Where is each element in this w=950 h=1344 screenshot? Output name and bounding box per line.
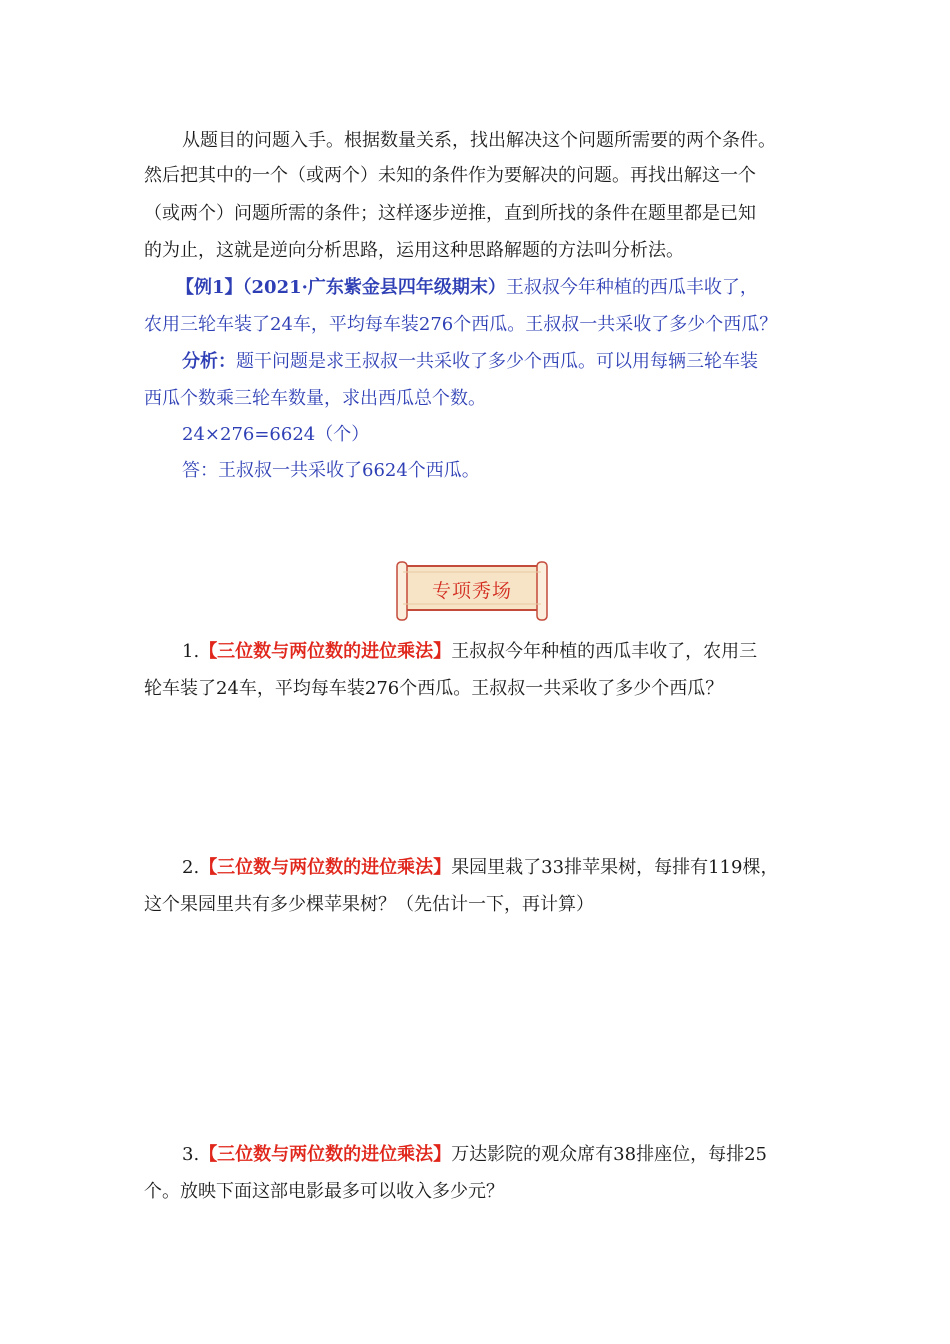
banner-title: 专项秀场 <box>431 580 512 602</box>
problem-1-number: 1. <box>182 641 200 662</box>
example-line-2: 农用三轮车装了24车，平均每车装276个西瓜。王叔叔一共采收了多少个西瓜？ <box>144 314 778 335</box>
problem-3-text: 万达影院的观众席有38排座位，每排25 <box>451 1144 767 1165</box>
example-tag: 【例1】（2021·广东紫金县四年级期末） <box>176 277 506 298</box>
analysis-line-2: 西瓜个数乘三轮车数量，求出西瓜总个数。 <box>144 388 486 409</box>
problem-2-text: 果园里栽了33排苹果树，每排有119棵， <box>451 857 779 878</box>
section-banner <box>393 560 551 622</box>
problem-2-tag: 【三位数与两位数的进位乘法】 <box>199 857 452 878</box>
problem-1-text: 王叔叔今年种植的西瓜丰收了，农用三 <box>451 641 758 662</box>
problem-2-line-1 <box>182 855 778 881</box>
problem-3-tag: 【三位数与两位数的进位乘法】 <box>199 1144 452 1165</box>
problem-2-number: 2. <box>182 857 200 878</box>
problem-2-line-2: 这个果园里共有多少棵苹果树？（先估计一下，再计算） <box>144 894 594 915</box>
problem-3-line-2: 个。放映下面这部电影最多可以收入多少元？ <box>144 1181 504 1202</box>
intro-line-2: 然后把其中的一个（或两个）未知的条件作为要解决的问题。再找出解这一个 <box>144 165 756 186</box>
problem-1-line-1 <box>182 639 757 665</box>
analysis-text: 题干问题是求王叔叔一共采收了多少个西瓜。可以用每辆三轮车装 <box>236 351 758 372</box>
analysis-line-1 <box>182 349 758 375</box>
problem-3-number: 3. <box>182 1144 200 1165</box>
intro-line-4: 的为止，这就是逆向分析思路，运用这种思路解题的方法叫分析法。 <box>144 240 684 261</box>
problem-1-line-2: 轮车装了24车，平均每车装276个西瓜。王叔叔一共采收了多少个西瓜？ <box>144 678 724 699</box>
answer: 答：王叔叔一共采收了6624个西瓜。 <box>182 460 480 481</box>
problem-3-line-1 <box>182 1142 767 1168</box>
analysis-label: 分析： <box>182 351 236 372</box>
intro-line-3: （或两个）问题所需的条件；这样逐步逆推，直到所找的条件在题里都是已知 <box>144 203 756 224</box>
problem-1-tag: 【三位数与两位数的进位乘法】 <box>199 641 452 662</box>
example-line-1 <box>176 275 758 301</box>
intro-line-1: 从题目的问题入手。根据数量关系，找出解决这个问题所需要的两个条件。 <box>182 130 776 151</box>
calculation: 24×276=6624（个） <box>182 424 370 445</box>
example-text: 王叔叔今年种植的西瓜丰收了， <box>505 277 758 298</box>
